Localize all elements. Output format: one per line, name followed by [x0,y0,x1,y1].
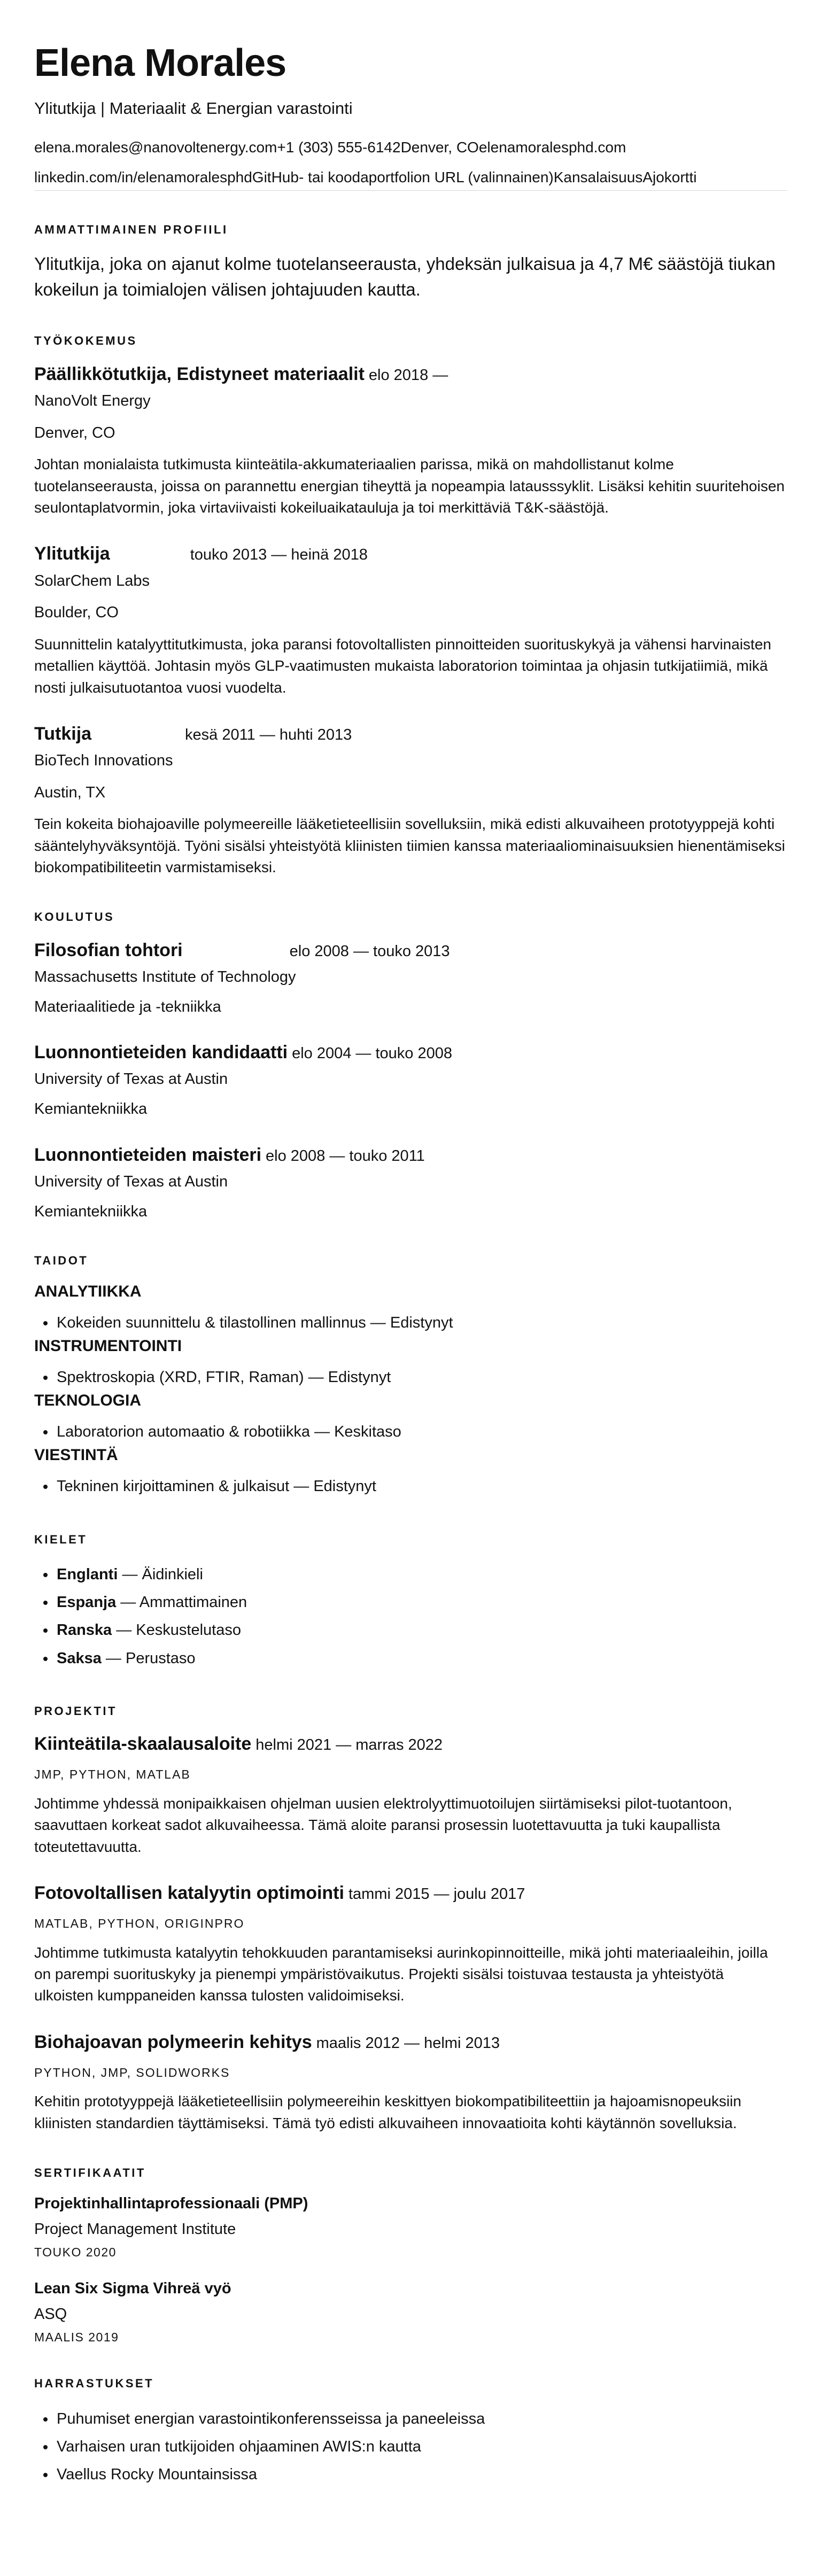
languages-list [34,1561,787,1672]
project-dates: helmi 2021 — marras 2022 [255,1736,443,1754]
skill-item: • Tekninen kirjoittaminen & julkaisut — Edistynyt [56,1472,787,1500]
project-entry [34,1732,787,1858]
job-description: Tein kokeita biohajoaville polymeereille lääketieteellisiin sovelluksiin, mikä edisti alkuvaiheen prototyyppejä kohti sääntelyhyväksyntöjä. Työni sisälsi yhteistyötä kliinisten tiimien kanssa materiaaliominaisuuksien hienentämiseksi biokompatibiliteetin varmistamiseksi. [34,816,785,876]
skill-category [34,1446,787,1500]
job-title: Ylitutkija [34,544,110,564]
project-tech: MATLAB, PYTHON, ORIGINPRO [34,1917,245,1930]
language-name: Espanja [57,1594,117,1611]
job-title: Päällikkötutkija, Edistyneet materiaalit [34,363,365,384]
github-link[interactable]: GitHub- tai koodaportfolion URL (valinnainen) [252,168,554,185]
certificate-name: Lean Six Sigma Vihreä vyö [34,2280,231,2298]
hobbies-section [34,2377,787,2488]
school-name: University of Texas at Austin [34,1070,228,1088]
field-of-study: Materiaalitiede ja -tekniikka [34,998,221,1015]
certificate-entry [34,2279,787,2345]
education-entry [34,1041,787,1120]
section-title-education: KOULUTUS [34,910,115,924]
experience-entry [34,722,787,879]
project-description: Johtimme yhdessä monipaikkaisen ohjelman uusien elektrolyyttimuotoilujen siirtämiseksi pilot-tuotantoon, saavuttaen korkeat sadot alkuvaiheessa. Tämä aloite paransi prosessin luotettavuutta ja tuki kaupallista toteutettavuutta. [34,1795,732,1855]
certificate-entry [34,2194,787,2260]
degree-dates: elo 2004 — touko 2008 [292,1045,453,1062]
degree-title: Filosofian tohtori [34,940,183,960]
section-title-hobbies: HARRASTUKSET [34,2377,154,2391]
section-title-experience: TYÖKOKEMUS [34,334,137,348]
certificate-date: MAALIS 2019 [34,2330,119,2344]
field-of-study: Kemiantekniikka [34,1202,148,1220]
experience-entry [34,362,787,519]
headline: Ylitutkija | Materiaalit & Energian varastointi [34,99,353,118]
hobby-item: • Vaellus Rocky Mountainsissa [56,2461,787,2488]
project-entry [34,2030,787,2134]
project-name: Fotovoltallisen katalyytin optimointi [34,1882,344,1903]
job-dates: elo 2018 — [368,366,448,384]
hobby-item: • Puhumiset energian varastointikonferensseissa ja paneeleissa [56,2405,787,2433]
language-name: Englanti [57,1565,118,1583]
language-item [56,1588,787,1616]
email-link[interactable]: elena.morales@nanovoltenergy.com [34,139,277,156]
company-name: BioTech Innovations [34,752,173,770]
language-item [56,1616,787,1644]
project-dates: tammi 2015 — joulu 2017 [348,1885,525,1903]
skill-item: • Laboratorion automaatio & robotiikka — Keskitaso [56,1418,787,1446]
certificate-issuer: ASQ [34,2305,67,2323]
skills-section [34,1254,787,1500]
skill-category-name: VIESTINTÄ [34,1446,118,1464]
profile-summary: Ylitutkija, joka on ajanut kolme tuotelanseerausta, yhdeksän julkaisua ja 4,7 M€ säästöjä tiukan kokeilun ja toimialojen välisen johtajuuden kautta. [34,253,776,299]
education-section [34,910,787,1222]
skill-category-name: TEKNOLOGIA [34,1392,141,1410]
section-title-languages: KIELET [34,1532,88,1546]
full-name: Elena Morales [34,42,286,84]
project-tech: PYTHON, JMP, SOLIDWORKS [34,2065,230,2080]
location-text: Denver, CO [400,139,479,156]
job-dates: kesä 2011 — huhti 2013 [185,726,352,743]
school-name: Massachusetts Institute of Technology [34,968,296,986]
skill-item: • Kokeiden suunnittelu & tilastollinen mallinnus — Edistynyt [56,1309,787,1337]
certificate-date: TOUKO 2020 [34,2245,117,2259]
certificates-section [34,2166,787,2345]
job-description: Suunnittelin katalyyttitutkimusta, joka paransi fotovoltallisten pinnoitteiden suorituskykyä ja vähensi harvinaisten metallien käyttöä. Johtasin myös GLP-vaatimusten mukaista laboratorion toimintaa ja ohjasin tutkijatiimiä, mikä nosti julkaisutuotantoa vuosi vuodelta. [34,635,771,696]
skill-category-name: ANALYTIIKKA [34,1282,142,1300]
certificate-name: Projektinhallintaprofessionaali (PMP) [34,2195,308,2213]
education-entry [34,1143,787,1222]
projects-section [34,1704,787,2134]
degree-dates: elo 2008 — touko 2011 [266,1147,425,1165]
certificate-issuer: Project Management Institute [34,2221,236,2238]
job-location: Austin, TX [34,783,106,801]
contact-line [34,138,787,157]
language-name: Ranska [57,1621,112,1639]
project-name: Biohajoavan polymeerin kehitys [34,2031,312,2052]
company-name: SolarChem Labs [34,572,150,589]
section-title-projects: PROJEKTIT [34,1704,117,1718]
job-description: Johtan monialaista tutkimusta kiinteätila-akkumateriaalien parissa, mikä on mahdollistanut kolme tuotelanseerausta, joissa on parannettu energian tiheyttä ja nopeampia latausssyklit. Lisäksi kehitin suuritehoisen seulontaplatvormin, joka virtaviivaisti kokeiluaikatauluja ja toi merkittäviä T&K-säästöjä. [34,456,785,516]
license-text: Ajokortti [642,168,697,185]
language-level: — Ammattimainen [116,1594,247,1611]
project-dates: maalis 2012 — helmi 2013 [316,2034,500,2052]
experience-entry [34,542,787,699]
degree-title: Luonnontieteiden maisteri [34,1144,262,1165]
section-title-profile: AMMATTIMAINEN PROFIILI [34,223,228,237]
degree-dates: elo 2008 — touko 2013 [289,942,450,960]
language-level: — Perustaso [101,1649,196,1667]
links-line [34,168,787,191]
education-entry [34,938,787,1018]
school-name: University of Texas at Austin [34,1173,228,1191]
project-tech: JMP, PYTHON, MATLAB [34,1767,191,1782]
job-location: Boulder, CO [34,604,119,622]
skill-category [34,1282,787,1337]
job-title: Tutkija [34,723,92,744]
language-name: Saksa [57,1649,102,1667]
linkedin-link[interactable]: linkedin.com/in/elenamoralesphd [34,168,252,185]
project-description: Johtimme tutkimusta katalyytin tehokkuuden parantamiseksi aurinkopinnoitteille, mikä johti materiaaleihin, joilla on parempi suorituskyky ja pienempi ympäristövaikutus. Projekti sisälsi toistuvaa testausta ja yhteistyötä ulkoisten kumppaneiden kanssa tulosten validoimiseksi. [34,1944,768,2004]
project-name: Kiinteätila-skaalausaloite [34,1734,252,1755]
profile-section [34,223,787,302]
project-entry [34,1881,787,2007]
job-location: Denver, CO [34,424,115,441]
hobby-item: • Varhaisen uran tutkijoiden ohjaaminen AWIS:n kautta [56,2433,787,2461]
skill-category [34,1391,787,1446]
resume-header [34,0,787,191]
phone-number[interactable]: +1 (303) 555-6142 [277,139,401,156]
job-dates: touko 2013 — heinä 2018 [190,546,368,564]
citizenship-text: Kansalaisuus [553,168,643,185]
project-description: Kehitin prototyyppejä lääketieteellisiin polymeereihin keskittyen biokompatibiliteettiin ja hajoamisnopeuksiin kliinisten standardien täyttämiseksi. Tämä työ edisti alkuvaiheen innovaatioita kohti käytännön sovelluksia. [34,2093,741,2131]
languages-section [34,1533,787,1672]
language-item [56,1561,787,1588]
language-level: — Äidinkieli [118,1565,203,1583]
language-level: — Keskustelutaso [112,1621,241,1639]
skill-item: • Spektroskopia (XRD, FTIR, Raman) — Edistynyt [56,1363,787,1391]
skill-category [34,1337,787,1391]
skill-category-name: INSTRUMENTOINTI [34,1337,182,1355]
website-link[interactable]: elenamoralesphd.com [478,139,626,156]
company-name: NanoVolt Energy [34,392,151,410]
experience-section [34,334,787,878]
section-title-skills: TAIDOT [34,1254,89,1268]
hobbies-list [34,2405,787,2489]
field-of-study: Kemiantekniikka [34,1100,148,1118]
degree-title: Luonnontieteiden kandidaatti [34,1042,288,1063]
section-title-certificates: SERTIFIKAATIT [34,2166,146,2179]
language-item [56,1644,787,1672]
